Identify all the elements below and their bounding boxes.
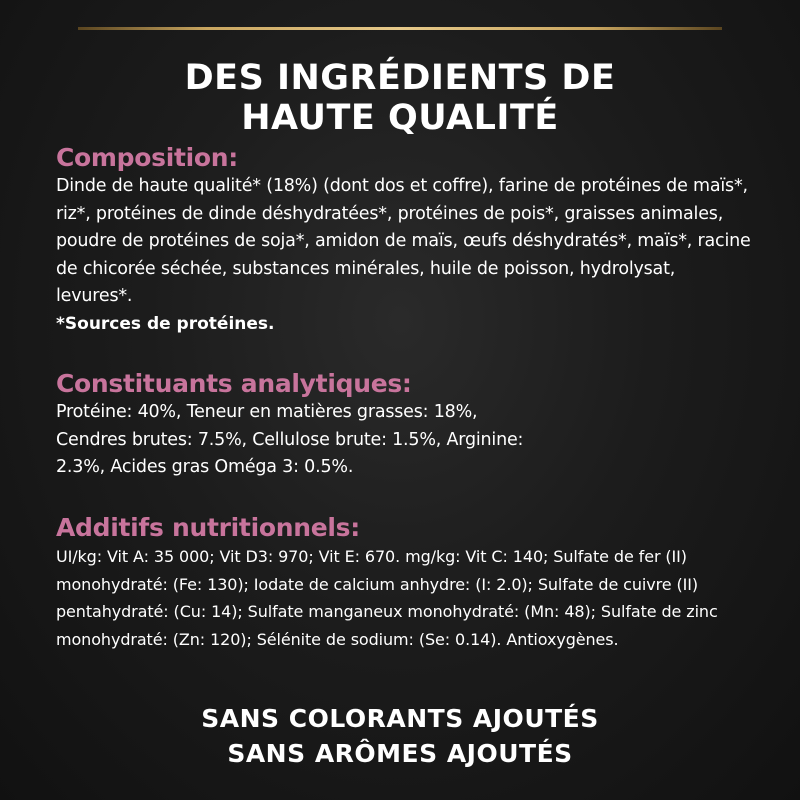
gold-divider: [78, 27, 722, 30]
composition-section: [56, 143, 756, 338]
page-headline: [0, 58, 800, 138]
nutritional-additives-title: Additifs nutritionnels:: [56, 513, 360, 542]
headline-line-1: DES INGRÉDIENTS DE: [184, 58, 616, 98]
analytical-constituents-text: Protéine: 40%, Teneur en matières grasses: 18%, Cendres brutes: 7.5%, Cellulose brute: 1.5%, Arginine: 2.3%, Acides gras Oméga 3: 0.5%.: [56, 402, 524, 477]
no-flavours-claim: SANS ARÔMES AJOUTÉS: [227, 739, 573, 768]
analytical-constituents-title: Constituants analytiques:: [56, 369, 412, 398]
composition-text: Dinde de haute qualité* (18%) (dont dos et coffre), farine de protéines de maïs*, riz*, protéines de dinde déshydratées*, protéines de pois*, graisses animales, poudre de protéines de soja*, amidon de maïs, œufs déshydratés*, maïs*, racine de chicorée séchée, substances minérales, huile de poisson, hydrolysat, levures*.: [56, 176, 751, 306]
footer-claims: [0, 701, 800, 771]
no-colorants-claim: SANS COLORANTS AJOUTÉS: [201, 704, 599, 733]
composition-title: Composition:: [56, 143, 238, 172]
nutritional-additives-section: [56, 513, 756, 653]
headline-line-2: HAUTE QUALITÉ: [241, 98, 559, 138]
nutritional-additives-text: UI/kg: Vit A: 35 000; Vit D3: 970; Vit E: 670. mg/kg: Vit C: 140; Sulfate de fer (II) monohydraté: (Fe: 130); Iodate de calcium anhydre: (I: 2.0); Sulfate de cuivre (II) pentahydraté: (Cu: 14); Sulfate manganeux monohydraté: (Mn: 48); Sulfate de zinc monohydraté: (Zn: 120); Sélénite de sodium: (Se: 0.14). Antioxygènes.: [56, 547, 718, 649]
protein-sources-note: *Sources de protéines.: [56, 313, 275, 334]
analytical-constituents-section: [56, 369, 756, 482]
